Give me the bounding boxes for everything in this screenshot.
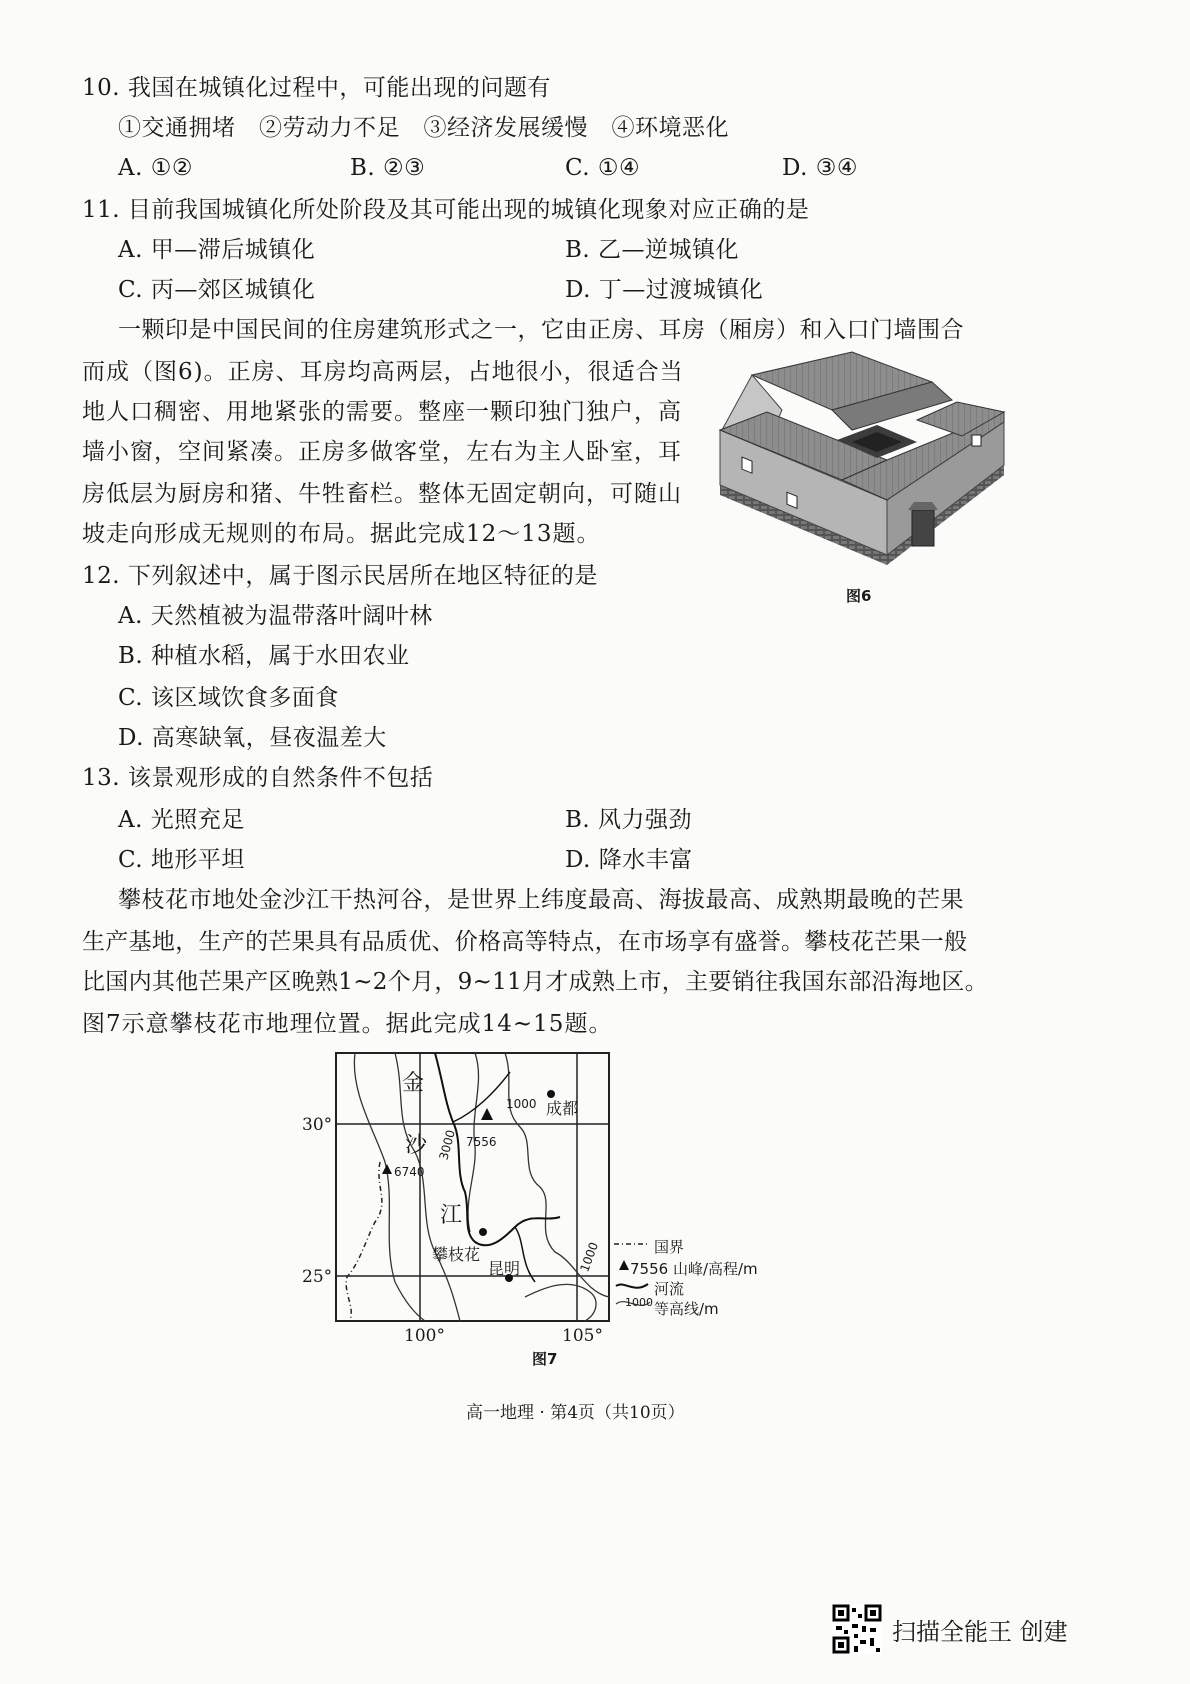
passage2-line: 攀枝花市地处金沙江干热河谷，是世界上纬度最高、海拔最高、成熟期最晚的芒果 xyxy=(118,887,964,913)
scanner-watermark: 扫描全能王 创建 xyxy=(892,1618,1068,1646)
contour-3000-label: 3000 xyxy=(436,1128,458,1162)
passage2-line: 比国内其他芒果产区晚熟1~2个月，9~11月才成熟上市，主要销往我国东部沿海地区。 xyxy=(82,969,989,995)
passage2-line: 生产基地，生产的芒果具有品质优、价格高等特点，在市场享有盛誉。攀枝花芒果一般 xyxy=(82,929,968,955)
passage1-line: 坡走向形成无规则的布局。据此完成12～13题。 xyxy=(82,521,601,547)
figure-6-courtyard-house xyxy=(712,350,1012,570)
q10-option-a: A. ①② xyxy=(118,155,193,181)
passage1-line: 房低层为厨房和猪、牛牲畜栏。整体无固定朝向，可随山 xyxy=(82,481,682,507)
q12-stem: 12. 下列叙述中，属于图示民居所在地区特征的是 xyxy=(82,563,598,589)
legend-border: 国界 xyxy=(654,1238,685,1256)
q13-option-a: A. 光照充足 xyxy=(118,807,245,833)
passage1-line: 而成（图6)。正房、耳房均高两层，占地很小，很适合当 xyxy=(82,359,684,385)
q11-stem: 11. 目前我国城镇化所处阶段及其可能出现的城镇化现象对应正确的是 xyxy=(82,197,810,223)
q11-option-b: B. 乙—逆城镇化 xyxy=(565,237,740,263)
q13-stem: 13. 该景观形成的自然条件不包括 xyxy=(82,765,434,791)
q10-option-b: B. ②③ xyxy=(350,155,426,181)
legend-contour-value: 1000 xyxy=(625,1296,653,1309)
q11-option-a: A. 甲—滞后城镇化 xyxy=(118,237,316,263)
q11-option-d: D. 丁—过渡城镇化 xyxy=(565,277,764,303)
contour-1000-label: 1000 xyxy=(506,1097,537,1111)
page-footer: 高一地理 · 第4页（共10页） xyxy=(466,1403,685,1423)
peak-6740-icon xyxy=(382,1164,392,1174)
passage1-line: 墙小窗，空间紧凑。正房多做客堂，左右为主人卧室，耳 xyxy=(82,439,682,465)
passage2-line: 图7示意攀枝花市地理位置。据此完成14~15题。 xyxy=(82,1011,613,1037)
figure-7-caption: 图7 xyxy=(532,1350,558,1368)
city-chengdu-label: 成都 xyxy=(546,1099,579,1118)
q12-option-a: A. 天然植被为温带落叶阔叶林 xyxy=(118,603,433,629)
lon-100-label: 100° xyxy=(404,1326,445,1346)
city-panzhihua-dot xyxy=(479,1228,487,1236)
legend-contour: 等高线/m xyxy=(654,1300,719,1318)
q10-items: ①交通拥堵 ②劳动力不足 ③经济发展缓慢 ④环境恶化 xyxy=(118,115,729,141)
figure-6-caption: 图6 xyxy=(846,587,872,605)
city-kunming-label: 昆明 xyxy=(488,1259,521,1278)
q13-option-d: D. 降水丰富 xyxy=(565,847,693,873)
contour-1000b-label: 1000 xyxy=(577,1240,602,1274)
legend-river: 河流 xyxy=(654,1280,685,1298)
peak-6740-label: 6740 xyxy=(394,1165,425,1179)
peak-7556-icon xyxy=(481,1108,493,1120)
q10-option-d: D. ③④ xyxy=(782,155,858,181)
qr-code-icon xyxy=(832,1604,882,1654)
q12-option-c: C. 该区域饮食多面食 xyxy=(118,685,339,711)
q13-option-b: B. 风力强劲 xyxy=(565,807,693,833)
lat-30-label: 30° xyxy=(302,1115,333,1135)
q13-option-c: C. 地形平坦 xyxy=(118,847,245,873)
lat-25-label: 25° xyxy=(302,1267,333,1287)
lon-105-label: 105° xyxy=(562,1326,603,1346)
q10-option-c: C. ①④ xyxy=(565,155,641,181)
q10-stem: 10. 我国在城镇化过程中，可能出现的问题有 xyxy=(82,75,551,101)
river-label-jiang: 江 xyxy=(440,1203,463,1228)
legend-peak: 7556 山峰/高程/m xyxy=(630,1260,758,1278)
passage1-line: 一颗印是中国民间的住房建筑形式之一，它由正房、耳房（厢房）和入口门墙围合 xyxy=(118,317,964,343)
figure-7-map xyxy=(335,1052,610,1322)
q12-option-d: D. 高寒缺氧，昼夜温差大 xyxy=(118,725,387,751)
q11-option-c: C. 丙—郊区城镇化 xyxy=(118,277,316,303)
river-label-sha: 沙 xyxy=(405,1133,428,1158)
river-label-jin: 金 xyxy=(402,1071,425,1096)
city-panzhihua-label: 攀枝花 xyxy=(432,1245,481,1264)
passage1-line: 地人口稠密、用地紧张的需要。整座一颗印独门独户，高 xyxy=(82,399,682,425)
peak-7556-label: 7556 xyxy=(466,1135,497,1149)
q12-option-b: B. 种植水稻，属于水田农业 xyxy=(118,643,410,669)
